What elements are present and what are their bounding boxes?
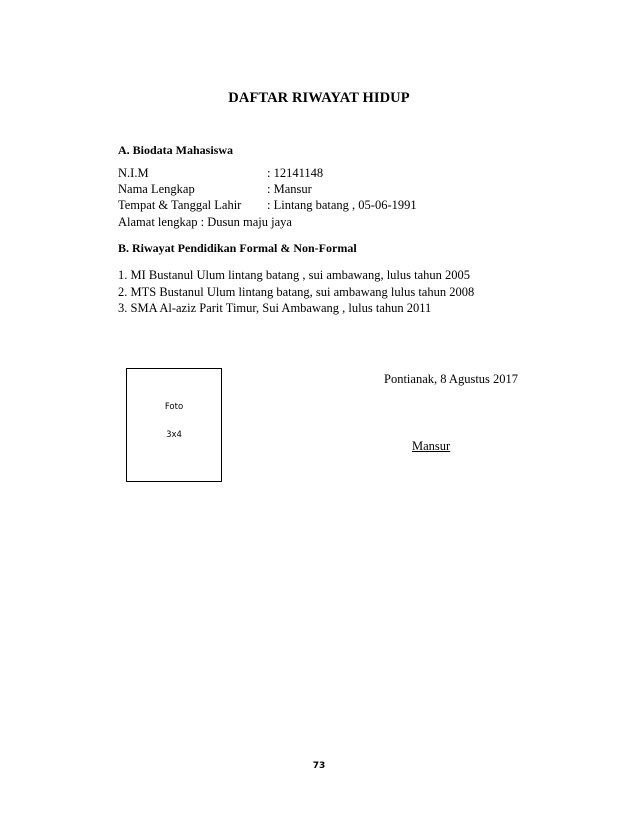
education-item-1: 1. MI Bustanul Ulum lintang batang , sui ambawang, lulus tahun 2005: [118, 268, 471, 282]
photo-label: Foto: [164, 402, 184, 412]
signer-name: Mansur: [412, 439, 451, 453]
field-value-name: : Mansur: [267, 182, 312, 196]
field-label-nim: N.I.M: [118, 166, 149, 180]
photo-placeholder: [126, 368, 222, 482]
section-a-heading: A. Biodata Mahasiswa: [118, 143, 234, 157]
page-number: 73: [312, 761, 326, 771]
field-value-birth: : Lintang batang , 05-06-1991: [267, 198, 417, 212]
document-title: DAFTAR RIWAYAT HIDUP: [228, 90, 410, 106]
field-label-name: Nama Lengkap: [118, 182, 195, 196]
photo-size-label: 3x4: [166, 430, 182, 440]
address-line: Alamat lengkap : Dusun maju jaya: [118, 215, 292, 229]
field-label-birth: Tempat & Tanggal Lahir: [118, 198, 242, 212]
education-item-3: 3. SMA Al-aziz Parit Timur, Sui Ambawang , lulus tahun 2011: [118, 301, 432, 315]
education-item-2: 2. MTS Bustanul Ulum lintang batang, sui ambawang lulus tahun 2008: [118, 285, 475, 299]
section-b-heading: B. Riwayat Pendidikan Formal & Non-Formal: [118, 241, 357, 255]
place-date: Pontianak, 8 Agustus 2017: [384, 372, 519, 386]
field-value-nim: : 12141148: [267, 166, 324, 180]
